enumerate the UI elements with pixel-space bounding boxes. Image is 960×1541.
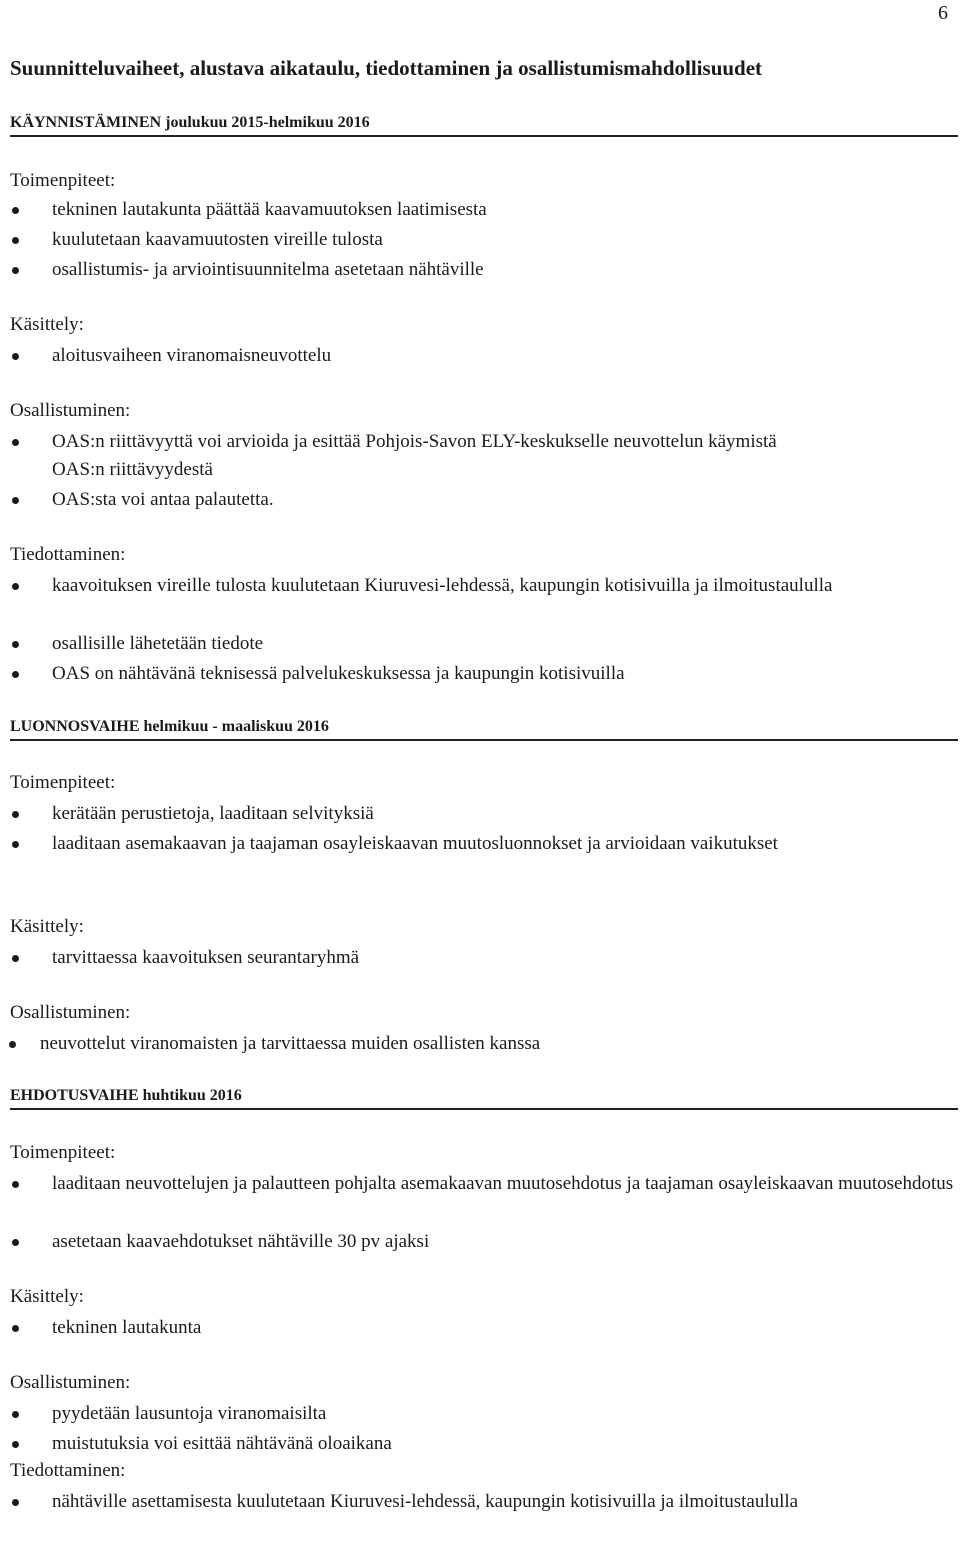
list-item: laaditaan neuvottelujen ja palautteen pohjalta asemakaavan muutosehdotus ja taajaman osayleiskaavan muutosehdotus (52, 1170, 956, 1198)
toimenpiteet-label: Toimenpiteet: (10, 1142, 116, 1163)
tiedottaminen-label: Tiedottaminen: (10, 1460, 126, 1481)
list-item: laaditaan asemakaavan ja taajaman osayleiskaavan muutosluonnokset ja arvioidaan vaikutukset (52, 830, 956, 858)
toimenpiteet-label: Toimenpiteet: (10, 170, 116, 191)
osallistuminen-label: Osallistuminen: (10, 400, 131, 421)
phase-heading-ehdotusvaihe (10, 1087, 958, 1110)
list-item: tekninen lautakunta (52, 1314, 956, 1342)
list-item: muistutuksia voi esittää nähtävänä oloaikana (52, 1430, 956, 1458)
list-item: tarvittaessa kaavoituksen seurantaryhmä (52, 944, 956, 972)
phase-heading-text: EHDOTUSVAIHE huhtikuu 2016 (10, 1087, 242, 1104)
list-item: asetetaan kaavaehdotukset nähtäville 30 pv ajaksi (52, 1228, 956, 1256)
list-item: OAS on nähtävänä teknisessä palvelukeskuksessa ja kaupungin kotisivuilla (52, 660, 956, 688)
tiedottaminen-label: Tiedottaminen: (10, 544, 126, 565)
kasittely-label: Käsittely: (10, 1286, 84, 1307)
list-item: kuulutetaan kaavamuutosten vireille tulosta (52, 226, 956, 254)
list-item: kerätään perustietoja, laaditaan selvityksiä (52, 800, 956, 828)
page-title: Suunnitteluvaiheet, alustava aikataulu, tiedottaminen ja osallistumismahdollisuudet (10, 56, 763, 80)
phase-heading-luonnosvaihe (10, 718, 958, 741)
osallistuminen-label: Osallistuminen: (10, 1002, 131, 1023)
list-item: nähtäville asettamisesta kuulutetaan Kiuruvesi-lehdessä, kaupungin kotisivuilla ja ilmoitustaululla (52, 1488, 872, 1516)
list-item: aloitusvaiheen viranomaisneuvottelu (52, 342, 956, 370)
list-item: OAS:n riittävyyttä voi arvioida ja esittää Pohjois-Savon ELY-keskukselle neuvottelun käymistä OAS:n riittävyydestä (52, 428, 792, 484)
list-item: pyydetään lausuntoja viranomaisilta (52, 1400, 956, 1428)
phase-heading-kaynnistaminen (10, 114, 958, 137)
list-item: tekninen lautakunta päättää kaavamuutoksen laatimisesta (52, 196, 956, 224)
phase-heading-text: KÄYNNISTÄMINEN joulukuu 2015-helmikuu 2016 (10, 114, 370, 131)
list-item: OAS:sta voi antaa palautetta. (52, 486, 956, 514)
list-item: kaavoituksen vireille tulosta kuulutetaan Kiuruvesi-lehdessä, kaupungin kotisivuilla ja ilmoitustaululla (52, 572, 956, 600)
kasittely-label: Käsittely: (10, 314, 84, 335)
page-number: 6 (938, 2, 948, 24)
list-item: osallistumis- ja arviointisuunnitelma asetetaan nähtäville (52, 256, 956, 284)
list-item: osallisille lähetetään tiedote (52, 630, 956, 658)
osallistuminen-label: Osallistuminen: (10, 1372, 131, 1393)
toimenpiteet-label: Toimenpiteet: (10, 772, 116, 793)
kasittely-label: Käsittely: (10, 916, 84, 937)
list-item: neuvottelut viranomaisten ja tarvittaessa muiden osallisten kanssa (40, 1030, 944, 1058)
phase-heading-text: LUONNOSVAIHE helmikuu - maaliskuu 2016 (10, 718, 329, 735)
